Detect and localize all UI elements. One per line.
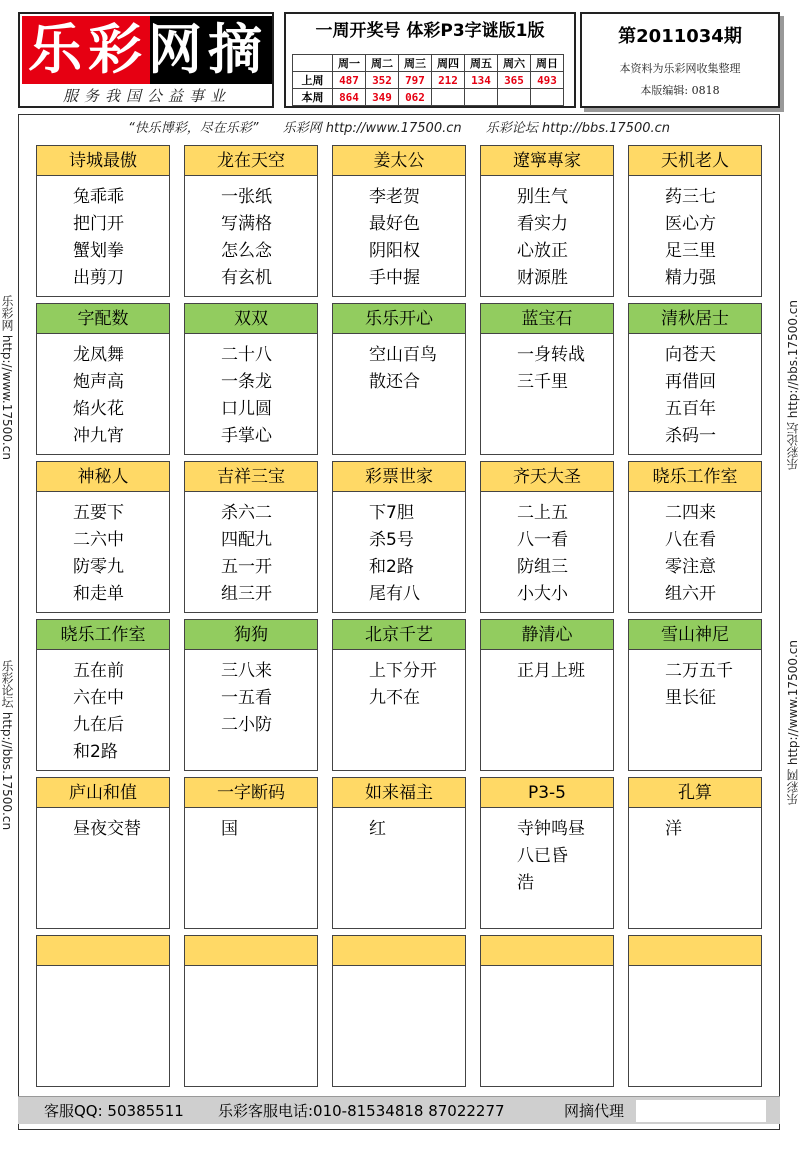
tip-line: 手中握: [369, 268, 420, 288]
tip-line: 精力强: [665, 268, 716, 288]
tip-card-title: 诗城最傲: [37, 146, 169, 176]
links-bar: [19, 117, 779, 136]
tip-line: 蟹划拳: [73, 241, 124, 261]
weekday-header: 周六: [498, 55, 531, 72]
tip-line: 四配九: [221, 530, 272, 550]
tip-line: 冲九宵: [73, 426, 124, 446]
tip-card-body: [333, 808, 465, 843]
tip-card: [628, 145, 762, 297]
tip-line: 最好色: [369, 214, 420, 234]
tip-card-body: [481, 650, 613, 685]
tip-line: 空山百鸟: [369, 345, 437, 365]
footer-phone: 乐彩客服电话:010-81534818 87022277: [218, 1102, 505, 1120]
draw-number: 797: [399, 72, 432, 89]
tip-card-title: 齐天大圣: [481, 462, 613, 492]
tip-line: 一五看: [221, 688, 272, 708]
weekday-header: 周一: [333, 55, 366, 72]
forum-link[interactable]: 乐彩论坛 http://bbs.17500.cn: [485, 121, 671, 136]
tip-card: [184, 777, 318, 929]
tip-card: [36, 619, 170, 771]
tip-card-body: [37, 176, 169, 292]
tip-line: 九在后: [73, 715, 124, 735]
tip-card: [184, 619, 318, 771]
tip-card-title: P3-5: [481, 778, 613, 808]
tip-card-body: [629, 334, 761, 450]
tip-card: [332, 461, 466, 613]
tip-line: 一条龙: [221, 372, 272, 392]
footer-agent: 网摘代理: [564, 1102, 625, 1120]
tip-line: 二十八: [221, 345, 272, 365]
tip-card-title: 晓乐工作室: [37, 620, 169, 650]
tip-card-title: 蓝宝石: [481, 304, 613, 334]
tip-card: [480, 145, 614, 297]
tip-line: 八已昏: [517, 846, 568, 866]
tip-card-title: [481, 936, 613, 966]
tip-line: 五要下: [73, 503, 124, 523]
tip-line: 把门开: [73, 214, 124, 234]
tip-card: [628, 619, 762, 771]
tip-card: [184, 461, 318, 613]
tip-line: 红: [369, 819, 386, 839]
tip-card: [480, 461, 614, 613]
tip-line: 八在看: [665, 530, 716, 550]
tip-line: 国: [221, 819, 238, 839]
tip-card-body: [37, 650, 169, 766]
side-url-left-2: 乐彩论坛 http://bbs.17500.cn: [0, 660, 14, 831]
tip-card: [36, 777, 170, 929]
weekday-header: 周三: [399, 55, 432, 72]
tip-card: [332, 303, 466, 455]
draw-number: [531, 89, 564, 106]
tip-line: 杀六二: [221, 503, 272, 523]
tip-line: 组六开: [665, 584, 716, 604]
tip-line: 二六中: [73, 530, 124, 550]
tip-line: 下7胆: [369, 503, 414, 523]
tip-card-title: 狗狗: [185, 620, 317, 650]
draw-results-panel: [284, 12, 576, 108]
tip-line: 三千里: [517, 372, 568, 392]
tip-line: 一张纸: [221, 187, 272, 207]
tip-card: [36, 461, 170, 613]
side-url-right-2: 乐彩网 http://www.17500.cn: [786, 640, 800, 805]
issue-number: 第2011034期: [618, 26, 742, 47]
row-label: 本周: [293, 89, 333, 106]
tip-card-title: 孔算: [629, 778, 761, 808]
tip-line: 再借回: [665, 372, 716, 392]
tip-card-title: [629, 936, 761, 966]
draw-number: 062: [399, 89, 432, 106]
tip-line: 和走单: [73, 584, 124, 604]
draw-number: 134: [465, 72, 498, 89]
tip-card-title: 龙在天空: [185, 146, 317, 176]
tip-line: 手掌心: [221, 426, 272, 446]
last-week-row: [293, 72, 564, 89]
weekday-header: 周五: [465, 55, 498, 72]
tip-card-body: [37, 966, 169, 974]
tip-line: 向苍天: [665, 345, 716, 365]
tip-card-title: [333, 936, 465, 966]
weekday-header: 周四: [432, 55, 465, 72]
tip-card: [332, 777, 466, 929]
tip-card: [184, 303, 318, 455]
tip-line: 寺钟鸣昼: [517, 819, 585, 839]
weekday-row: [293, 55, 564, 72]
tip-line: 六在中: [73, 688, 124, 708]
draw-number: [498, 89, 531, 106]
tip-line: 里长征: [665, 688, 716, 708]
draw-number: 349: [366, 89, 399, 106]
tip-line: 零注意: [665, 557, 716, 577]
tip-card-body: [333, 650, 465, 712]
site-link[interactable]: 乐彩网 http://www.17500.cn: [282, 121, 462, 136]
tip-line: 九不在: [369, 688, 420, 708]
draw-number: 352: [366, 72, 399, 89]
tip-card-title: 字配数: [37, 304, 169, 334]
side-url-right-1: 乐彩论坛 http://bbs.17500.cn: [786, 300, 800, 471]
tip-card: [628, 935, 762, 1087]
tip-line: 兔乖乖: [73, 187, 124, 207]
tip-card: [628, 777, 762, 929]
tip-line: 二小防: [221, 715, 272, 735]
tip-line: 五在前: [73, 661, 124, 681]
tip-line: 炮声高: [73, 372, 124, 392]
tip-card-body: [629, 492, 761, 608]
tip-line: 阴阳权: [369, 241, 420, 261]
side-url-left-1: 乐彩网 http://www.17500.cn: [0, 295, 14, 460]
draw-table: [292, 54, 564, 106]
tip-line: 龙凤舞: [73, 345, 124, 365]
tip-card-title: 雪山神尼: [629, 620, 761, 650]
tip-card-title: 清秋居士: [629, 304, 761, 334]
tip-card-body: [629, 808, 761, 843]
tip-line: 焰火花: [73, 399, 124, 419]
draw-number: 493: [531, 72, 564, 89]
tip-line: 李老贺: [369, 187, 420, 207]
tip-card-body: [333, 334, 465, 396]
tip-card-title: 北京千艺: [333, 620, 465, 650]
tip-card-title: 静清心: [481, 620, 613, 650]
tip-card-body: [37, 808, 169, 843]
tip-card: [36, 145, 170, 297]
editor-note: 本版编辑: 0818: [640, 84, 720, 97]
draw-number: 365: [498, 72, 531, 89]
tip-line: 散还合: [369, 372, 420, 392]
weekday-header: 周二: [366, 55, 399, 72]
tip-card-body: [185, 650, 317, 739]
this-week-row: [293, 89, 564, 106]
tip-card-title: 遼寧專家: [481, 146, 613, 176]
tip-line: 防零九: [73, 557, 124, 577]
tip-card-body: [481, 176, 613, 292]
tip-card-body: [37, 492, 169, 608]
tip-card-body: [185, 808, 317, 843]
tip-card: [480, 303, 614, 455]
tip-line: 正月上班: [517, 661, 585, 681]
tip-card-body: [481, 334, 613, 396]
tip-card: [480, 935, 614, 1087]
tip-line: 杀码一: [665, 426, 716, 446]
tip-card-title: 神秘人: [37, 462, 169, 492]
tip-card-title: [185, 936, 317, 966]
tip-line: 足三里: [665, 241, 716, 261]
agent-blank: [636, 1100, 766, 1122]
tip-card-title: 晓乐工作室: [629, 462, 761, 492]
tip-card-body: [629, 650, 761, 712]
tip-line: 二四来: [665, 503, 716, 523]
tip-card-body: [185, 334, 317, 450]
tip-line: 杀5号: [369, 530, 414, 550]
tip-card-title: 彩票世家: [333, 462, 465, 492]
tip-card: [184, 145, 318, 297]
tip-line: 五百年: [665, 399, 716, 419]
tip-card-body: [185, 966, 317, 974]
source-note: 本资料为乐彩网收集整理: [619, 62, 741, 75]
tip-card-title: 乐乐开心: [333, 304, 465, 334]
row-label: 上周: [293, 72, 333, 89]
tip-line: 上下分开: [369, 661, 437, 681]
tip-line: 心放正: [517, 241, 568, 261]
tip-card: [480, 777, 614, 929]
draw-number: 487: [333, 72, 366, 89]
tip-card-body: [333, 966, 465, 974]
tip-line: 别生气: [517, 187, 568, 207]
tip-line: 和2路: [73, 742, 118, 762]
tip-card-title: 吉祥三宝: [185, 462, 317, 492]
tip-line: 三八来: [221, 661, 272, 681]
tip-line: 二上五: [517, 503, 568, 523]
draw-title: 一周开奖号 体彩P3字谜版1版: [315, 21, 545, 41]
tip-card-body: [185, 492, 317, 608]
tip-card-title: 如来福主: [333, 778, 465, 808]
tip-line: 有玄机: [221, 268, 272, 288]
logo-panel: [18, 12, 274, 108]
draw-number: [465, 89, 498, 106]
tip-line: 防组三: [517, 557, 568, 577]
weekday-header: 周日: [531, 55, 564, 72]
tip-card-body: [629, 966, 761, 974]
tip-card-title: 天机老人: [629, 146, 761, 176]
motto: “快乐博彩，尽在乐彩”: [127, 121, 259, 136]
tip-card-body: [37, 334, 169, 450]
site-logo: 乐彩网摘: [28, 18, 264, 81]
tip-card-body: [481, 492, 613, 608]
tip-card: [332, 935, 466, 1087]
tip-card-body: [185, 176, 317, 292]
tip-line: 洋: [665, 819, 682, 839]
tip-card: [628, 303, 762, 455]
slogan: 服务我国公益事业: [62, 87, 231, 105]
footer-bar: [18, 1096, 780, 1124]
tip-line: 浩: [517, 873, 534, 893]
issue-panel: [580, 12, 780, 108]
tip-card-body: [333, 176, 465, 292]
tip-card: [332, 619, 466, 771]
draw-number: 864: [333, 89, 366, 106]
tip-line: 看实力: [517, 214, 568, 234]
draw-number: 212: [432, 72, 465, 89]
tip-line: 五一开: [221, 557, 272, 577]
tip-card: [332, 145, 466, 297]
tip-card: [36, 303, 170, 455]
tip-line: 八一看: [517, 530, 568, 550]
tip-card-title: 一字断码: [185, 778, 317, 808]
tip-line: 口儿圆: [221, 399, 272, 419]
tip-card-title: 姜太公: [333, 146, 465, 176]
tip-line: 组三开: [221, 584, 272, 604]
tip-card-body: [481, 966, 613, 974]
tip-line: 一身转战: [517, 345, 585, 365]
tip-line: 药三七: [665, 187, 716, 207]
tip-card: [36, 935, 170, 1087]
tip-card-body: [629, 176, 761, 292]
tip-line: 和2路: [369, 557, 414, 577]
tip-line: 医心方: [665, 214, 716, 234]
tip-line: 财源胜: [517, 268, 568, 288]
tip-card-body: [333, 492, 465, 608]
tip-card: [480, 619, 614, 771]
tip-card-title: [37, 936, 169, 966]
tip-line: 写满格: [221, 214, 272, 234]
tip-line: 出剪刀: [73, 268, 124, 288]
tip-line: 尾有八: [369, 584, 420, 604]
tip-card-title: 双双: [185, 304, 317, 334]
tip-card: [184, 935, 318, 1087]
tip-card: [628, 461, 762, 613]
footer-qq: 客服QQ: 50385511: [44, 1102, 184, 1120]
tip-card-title: 庐山和值: [37, 778, 169, 808]
tip-line: 小大小: [517, 584, 568, 604]
tip-line: 怎么念: [221, 241, 272, 261]
tip-card-body: [481, 808, 613, 897]
tip-line: 昼夜交替: [73, 819, 141, 839]
tip-line: 二万五千: [665, 661, 733, 681]
draw-number: [432, 89, 465, 106]
